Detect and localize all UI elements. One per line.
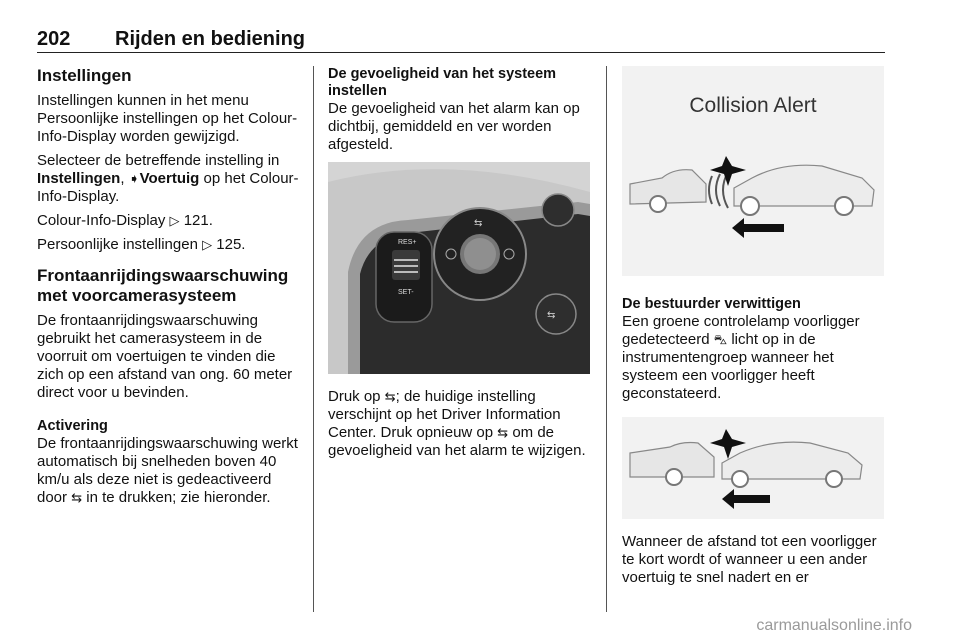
ref-arrow-icon: ▷ xyxy=(202,237,213,252)
sensitivity-icon: ⇆ xyxy=(71,490,83,505)
page-header xyxy=(37,28,885,53)
heading-frontaanrijding: Frontaanrijdingswaarschuwing met voorcamerasysteem xyxy=(37,266,289,305)
paragraph: Selecteer de betreffende instelling in Instellingen, ➧Voertuig op het Colour-Info-Display. xyxy=(37,152,299,205)
heading-bestuurder: De bestuurder verwittigen xyxy=(622,296,801,312)
running-title: Rijden en bediening xyxy=(115,28,306,50)
steering-wheel-illustration xyxy=(328,162,590,374)
steering-wheel-controls-illustration xyxy=(328,162,590,374)
heading-activering: Activering xyxy=(37,418,108,434)
menu-path-instellingen: Instellingen xyxy=(37,170,121,187)
paragraph: De frontaanrijdingswaarschuwing gebruikt het camerasysteem in de voorruit om voertuigen te vinden die zich op een afstand van ong. 60 meter direct voor u bevinden. xyxy=(37,312,293,401)
cars-approaching-illustration xyxy=(622,66,884,276)
collision-alert-illustration xyxy=(622,66,884,276)
heading-gevoeligheid: De gevoeligheid van het systeem instellen xyxy=(328,66,557,99)
cars-distance-illustration xyxy=(622,417,884,519)
column-divider xyxy=(606,66,607,612)
svg-text:⇆: ⇆ xyxy=(547,310,556,321)
paragraph: De frontaanrijdingswaarschuwing werkt automatisch bij snelheden boven 40 km/u als deze niet is gedeactiveerd door ⇆ in te drukken; zie hieronder. xyxy=(37,435,298,506)
paragraph: De gevoeligheid van het alarm kan op dichtbij, gemiddeld en ver worden afgesteld. xyxy=(328,100,580,153)
res-label: RES+ xyxy=(398,239,417,246)
figure-title: Collision Alert xyxy=(689,94,817,117)
svg-text:⇆: ⇆ xyxy=(474,218,483,229)
cross-reference[interactable]: Colour-Info-Display ▷ 121. xyxy=(37,212,213,229)
ref-arrow-icon: ▷ xyxy=(169,213,180,228)
sensitivity-icon: ⇆ xyxy=(384,389,396,404)
paragraph: Instellingen kunnen in het menu Persoonlijke instellingen op het Colour-Info-Display worden gewijzigd. xyxy=(37,92,298,145)
arrow-bullet-icon: ➧ xyxy=(128,171,140,186)
column-divider xyxy=(313,66,314,612)
paragraph: Wanneer de afstand tot een voorligger te kort wordt of wanneer u een ander voertuig te snel nadert en er xyxy=(622,533,877,586)
menu-path-voertuig: Voertuig xyxy=(139,170,200,187)
column-left xyxy=(37,66,299,513)
column-middle xyxy=(328,66,590,466)
cross-reference[interactable]: Persoonlijke instellingen ▷ 125. xyxy=(37,236,246,253)
car-front-icon: ⛍ xyxy=(713,332,728,347)
set-label: SET- xyxy=(398,289,414,296)
sensitivity-icon: ⇆ xyxy=(497,425,509,440)
paragraph: Druk op ⇆; de huidige instelling verschijnt op het Driver Information Center. Druk opnieuw op ⇆ om de gevoeligheid van het alarm te wijzigen. xyxy=(328,388,586,459)
heading-instellingen: Instellingen xyxy=(37,66,132,85)
cars-close-distance-illustration xyxy=(622,417,884,519)
paragraph: Een groene controlelamp voorligger gedetecteerd ⛍ licht op in de instrumentengroep wanneer het systeem een voorligger heeft geconstateerd. xyxy=(622,313,860,402)
watermark: carmanualsonline.info xyxy=(756,617,912,634)
page-number: 202 xyxy=(37,28,71,50)
column-right xyxy=(622,66,884,593)
